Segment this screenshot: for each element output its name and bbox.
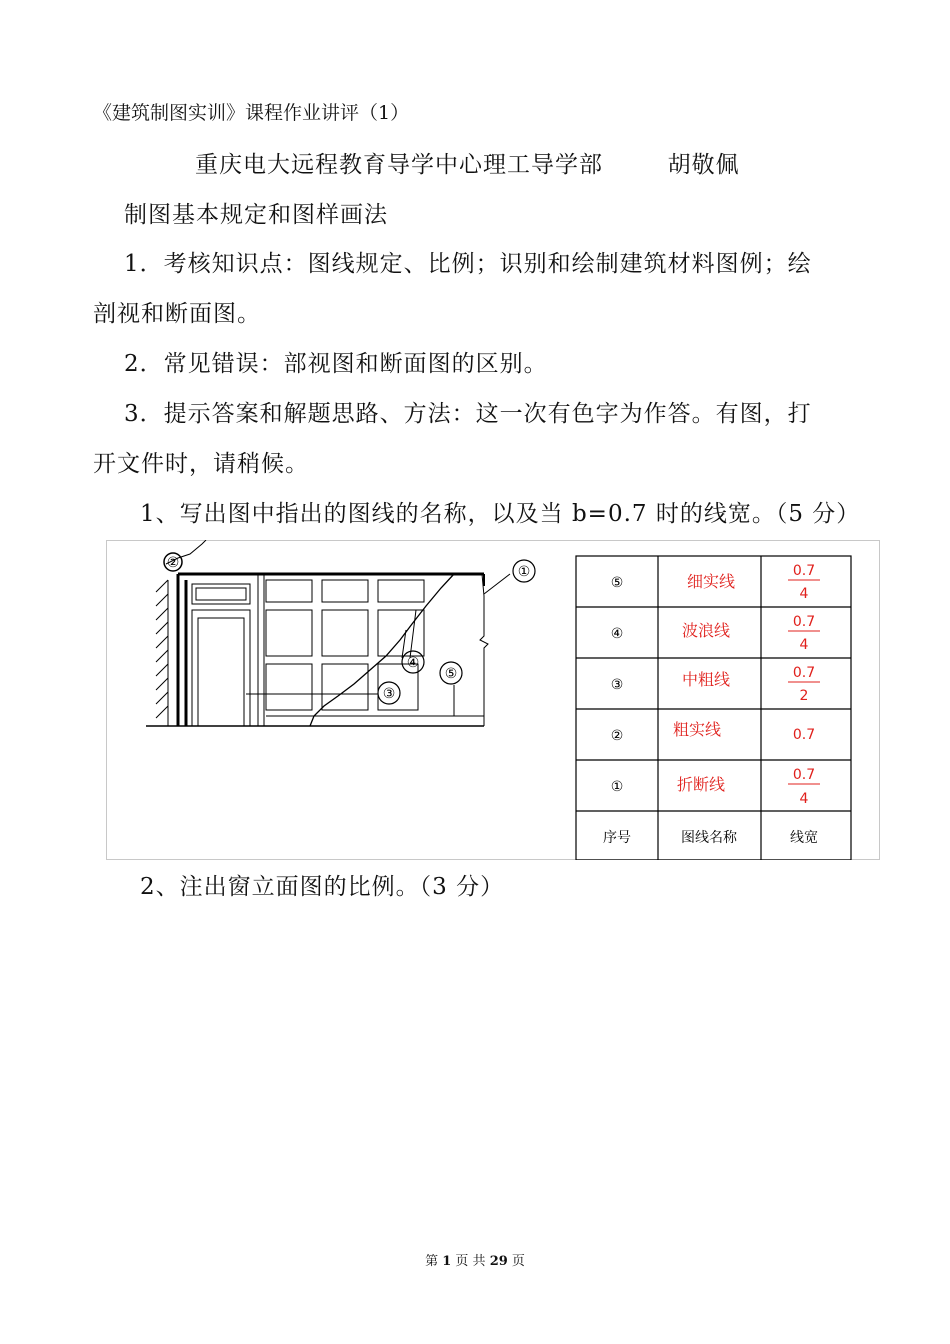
row-name-1: 折断线 [676,775,726,794]
item-2: 2．常见错误：部视图和断面图的区别。 [124,351,548,377]
row-num-4: 0.7 [792,614,816,630]
row-no-2: ② [610,728,624,744]
row-num-3: 0.7 [792,665,816,681]
author-org: 重庆电大远程教育导学中心理工导学部 [195,152,603,178]
header-width: 线宽 [790,830,818,846]
row-no-4: ④ [610,626,624,642]
item-3-line2: 开文件时，请稍候。 [93,451,309,477]
footer-post: 页 [511,1254,525,1269]
row-den-1: 4 [799,791,809,807]
callout-3: ③ [382,686,396,702]
footer-page: 1 [442,1254,452,1269]
row-name-3: 中粗线 [681,670,731,689]
row-name-5: 细实线 [686,572,736,591]
footer-mid: 页 共 [455,1254,486,1269]
row-num-2: 0.7 [792,727,816,743]
item-1-line2: 剖视和断面图。 [93,301,261,327]
question-1: 1、写出图中指出的图线的名称，以及当 b=0.7 时的线宽。（5 分） [140,501,861,527]
row-name-2: 粗实线 [672,720,722,739]
author-line [195,146,740,179]
row-den-3: 2 [799,688,809,704]
header-name: 图线名称 [681,830,737,846]
row-no-1: ① [610,779,624,795]
callout-4: ④ [406,655,420,671]
item-1-line1: 1．考核知识点：图线规定、比例；识别和绘制建筑材料图例；绘 [124,251,812,277]
row-no-3: ③ [610,677,624,693]
callout-2: ② [166,555,180,571]
line-types-figure [106,540,880,860]
header-no: 序号 [603,830,631,846]
footer-pre: 第 [425,1254,439,1269]
callout-5: ⑤ [444,666,458,682]
item-3-line1: 3．提示答案和解题思路、方法：这一次有色字为作答。有图，打 [124,401,812,427]
row-num-5: 0.7 [792,563,816,579]
row-num-1: 0.7 [792,767,816,783]
section-title: 制图基本规定和图样画法 [124,202,388,228]
footer-total: 29 [489,1254,508,1269]
row-den-5: 4 [799,586,809,602]
row-den-4: 4 [799,637,809,653]
author-name: 胡敬佩 [667,152,740,178]
question-2: 2、注出窗立面图的比例。（3 分） [140,874,505,900]
page-footer [0,1250,950,1269]
row-name-4: 波浪线 [681,621,731,640]
callout-1: ① [517,564,531,580]
course-header: 《建筑制图实训》课程作业讲评（1） [93,102,410,124]
row-no-5: ⑤ [610,575,624,591]
